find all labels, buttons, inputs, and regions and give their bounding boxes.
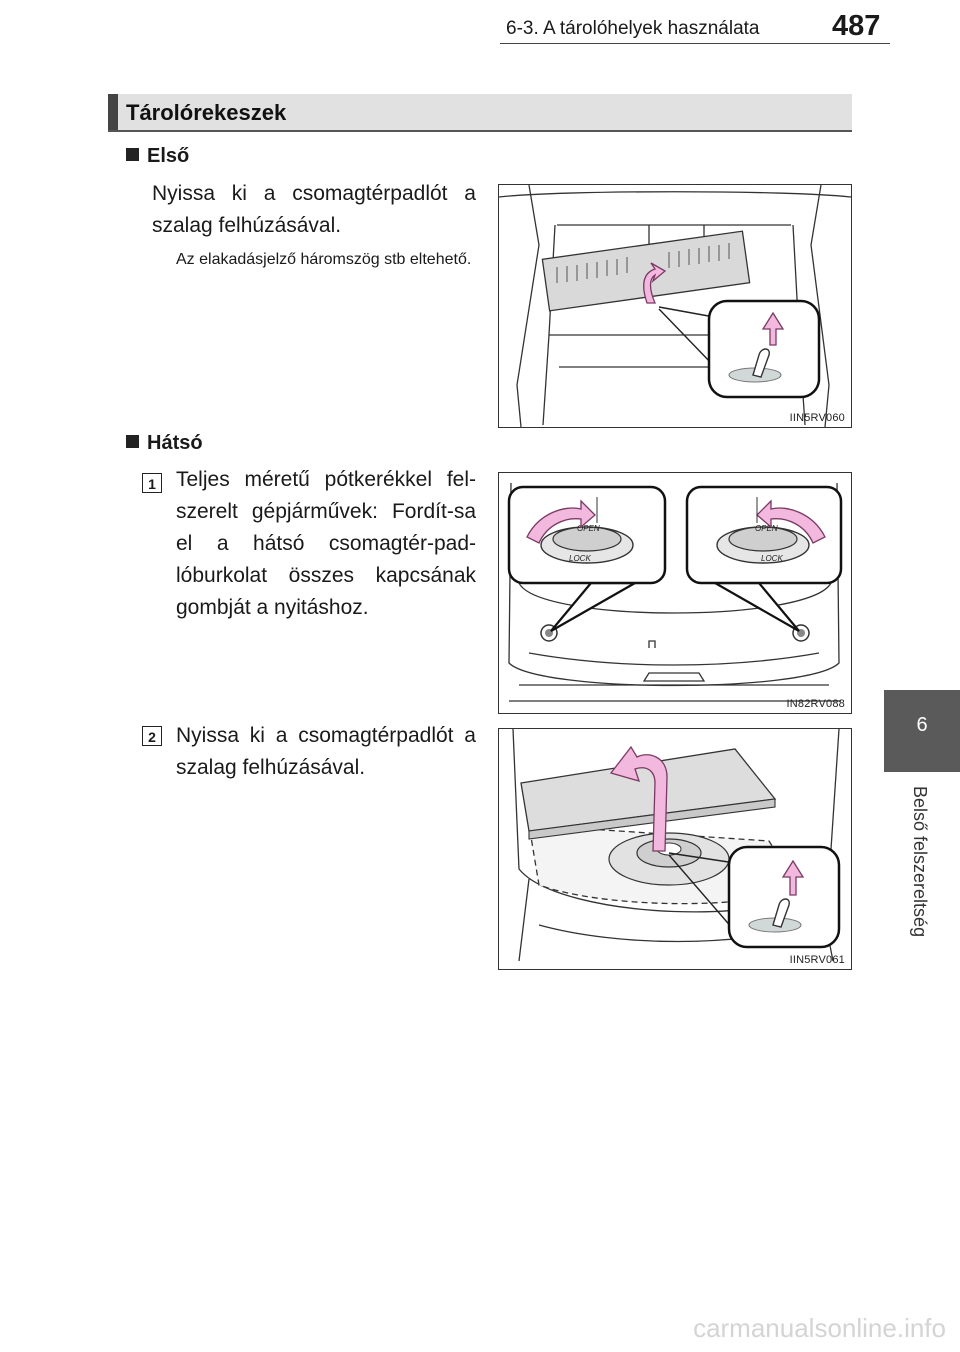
header-section-title: 6-3. A tárolóhelyek használata (506, 18, 760, 39)
front-heading-label: Első (147, 145, 190, 167)
section-bar-stripe (108, 94, 118, 130)
front-note: Az elakadásjelző háromszög stb eltehető. (176, 251, 472, 268)
figure-code-rear-floor: IIN5RV061 (789, 954, 845, 966)
figure-rear-floor (498, 728, 852, 970)
right-knob-lock-label: LOCK (761, 554, 783, 563)
front-instruction: Nyissa ki a csomagtérpadlót a szalag felhúzásával. (152, 182, 476, 237)
section-heading-bar (108, 94, 852, 132)
watermark: carmanualsonline.info (693, 1313, 946, 1343)
chapter-tab-number: 6 (916, 714, 928, 736)
rear-heading-label: Hátsó (147, 432, 203, 454)
left-knob-open-label: OPEN (577, 524, 600, 533)
right-knob-open-label: OPEN (755, 524, 778, 533)
step-2-text: Nyissa ki a csomagtérpadlót a szalag felhúzásával. (176, 724, 476, 779)
front-heading (126, 145, 189, 168)
figure-code-knobs: IN82RV088 (786, 698, 845, 710)
chapter-label-text: Belső felszereltség (910, 786, 930, 938)
rear-knobs-illustration (499, 473, 851, 713)
figure-front-floor (498, 184, 852, 428)
front-floor-illustration (499, 185, 851, 427)
page-number: 487 (832, 10, 881, 42)
figure-rear-knobs (498, 472, 852, 714)
left-knob-lock-label: LOCK (569, 554, 591, 563)
square-bullet-icon (126, 148, 139, 161)
section-title: Tárolórekeszek (126, 100, 287, 125)
square-bullet-icon (126, 435, 139, 448)
step-number-1: 1 (142, 473, 162, 493)
rear-heading (126, 432, 203, 455)
header-divider (500, 43, 890, 44)
step-1-text: Teljes méretű pótkerékkel fel-szerelt gépjárművek: Fordít-sa el a hátsó csomagtér-pad-lóburkolat összes kapcsának gombját a nyitáshoz. (176, 468, 476, 619)
rear-floor-illustration (499, 729, 851, 969)
chapter-label (900, 786, 930, 976)
figure-code-front: IIN5RV060 (789, 412, 845, 424)
chapter-tab (884, 690, 960, 772)
step-number-2: 2 (142, 726, 162, 746)
